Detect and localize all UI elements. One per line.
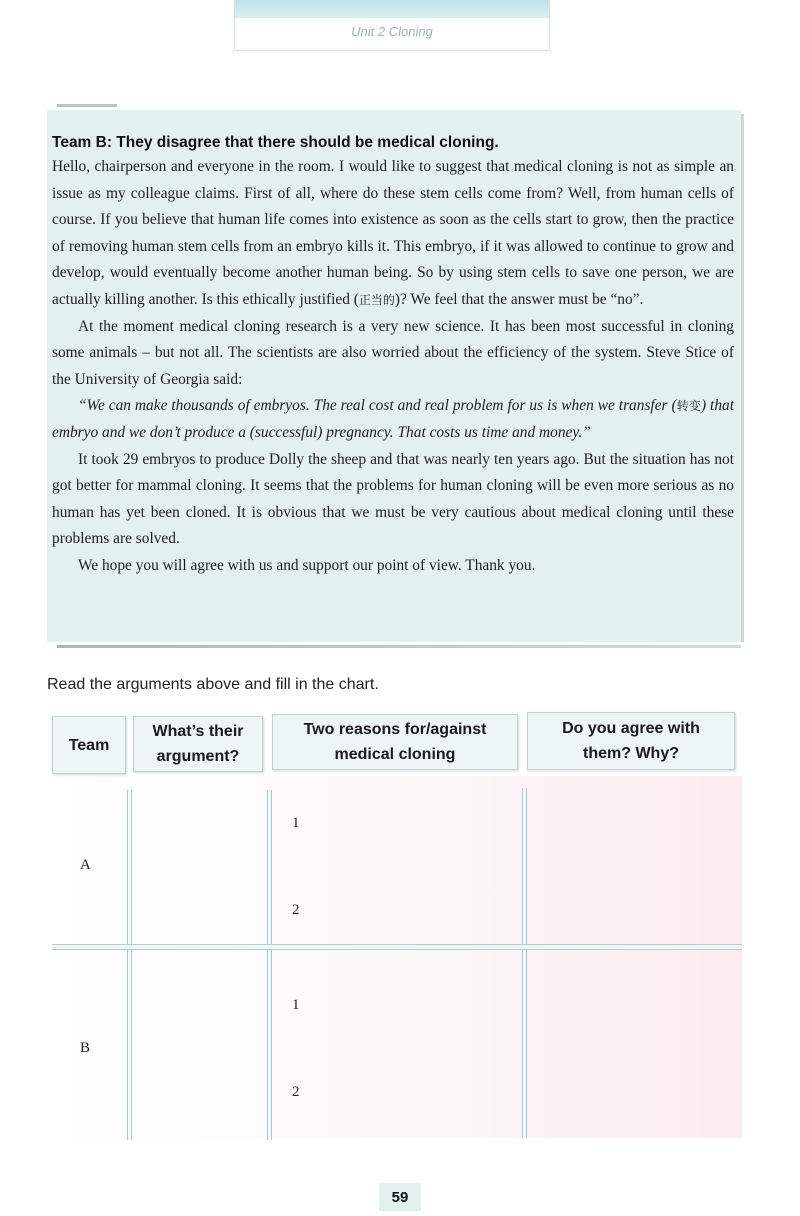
row-divider (52, 944, 742, 950)
header-argument: What’s their argument? (133, 716, 263, 772)
unit-label: Unit 2 Cloning (351, 24, 433, 39)
header-agree: Do you agree with them? Why? (527, 712, 735, 770)
unit-header-tab (234, 0, 550, 51)
team-b-label: B (80, 1040, 91, 1056)
quote-paragraph: “We can make thousands of embryos. The real cost and real problem for us is when we transfer (转变) that embryo and we don’t produce a (successful) pregnancy. That costs us time and money.” (52, 397, 734, 441)
paragraph-2: At the moment medical cloning research is a very new science. It has been most successful in cloning some animals – but not all. The scientists are also worried about the efficiency of the system. Steve Stice of the University of Georgia said: (52, 317, 734, 388)
instruction-text: Read the arguments above and fill in the chart. (47, 676, 379, 693)
gloss-transfer: 转变 (676, 399, 701, 414)
chart-body (52, 776, 742, 1138)
passage-text (52, 132, 734, 580)
column-divider-2 (267, 790, 272, 1140)
gloss-justified: 正当的 (358, 292, 395, 307)
column-divider-1 (127, 790, 132, 1140)
page-number: 59 (379, 1183, 421, 1211)
team-a-reason-1-number: 1 (292, 815, 300, 831)
header-reasons: Two reasons for/against medical cloning (272, 714, 518, 770)
header-sky-strip (235, 0, 549, 18)
paragraph-3: It took 29 embryos to produce Dolly the sheep and that was nearly ten years ago. But the situation has not got better for mammal cloning. It seems that the problems for human cloning will be even more serious as no human has yet been cloned. It is obvious that we must be very cautious about medical cloning until these problems are solved. (52, 450, 734, 548)
paragraph-1: Hello, chairperson and everyone in the room. I would like to suggest that medical cloning is not as simple an issue as my colleague claims. First of all, where do these stem cells come from? Well, from human cells of course. If you believe that human life comes into existence as soon as the cells start to grow, then the practice of removing human stem cells from an embryo kills it. This embryo, if it was allowed to continue to grow and develop, would eventually become another human being. So by using stem cells to save one person, we are actually killing another. Is this ethically justified (正当的)? We feel that the answer must be “no”. (52, 158, 734, 308)
header-team: Team (52, 716, 126, 774)
team-a-label: A (80, 857, 91, 873)
team-b-reason-2-number: 2 (292, 1084, 300, 1100)
passage-heading: Team B: They disagree that there should be medical cloning. (52, 134, 499, 151)
team-b-reason-1-number: 1 (292, 997, 300, 1013)
panel-shadow-top (57, 104, 117, 107)
column-divider-3 (522, 788, 527, 1138)
team-a-reason-2-number: 2 (292, 902, 300, 918)
panel-edge (741, 114, 744, 642)
panel-shadow-bottom (57, 645, 741, 648)
paragraph-4: We hope you will agree with us and support our point of view. Thank you. (78, 556, 536, 574)
